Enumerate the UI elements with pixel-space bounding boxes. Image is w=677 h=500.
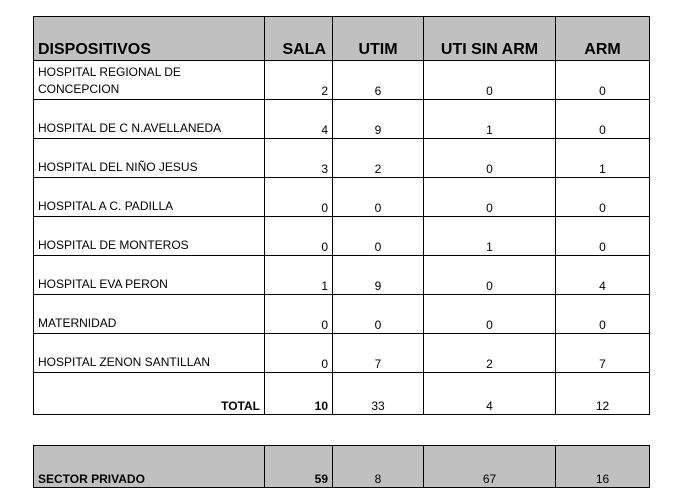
table-row <box>34 61 650 100</box>
cell-sala: 0 <box>265 217 333 256</box>
total-sala: 10 <box>265 373 333 415</box>
cell-sala: 0 <box>265 295 333 334</box>
private-utim: 8 <box>333 446 424 488</box>
cell-dispositivo: HOSPITAL REGIONAL DE CONCEPCION <box>34 61 265 100</box>
table-row <box>34 217 650 256</box>
cell-uti-sin-arm: 1 <box>424 100 556 139</box>
private-sector-table <box>33 445 650 488</box>
table-row <box>34 178 650 217</box>
cell-utim: 2 <box>333 139 424 178</box>
cell-sala: 3 <box>265 139 333 178</box>
cell-dispositivo: HOSPITAL DEL NIÑO JESUS <box>34 139 265 178</box>
cell-arm: 0 <box>556 217 650 256</box>
cell-uti-sin-arm: 0 <box>424 178 556 217</box>
private-arm: 16 <box>556 446 650 488</box>
table-row <box>34 139 650 178</box>
cell-sala: 2 <box>265 61 333 100</box>
total-label: TOTAL <box>34 373 265 415</box>
cell-dispositivo: HOSPITAL ZENON SANTILLAN <box>34 334 265 373</box>
cell-sala: 0 <box>265 334 333 373</box>
cell-sala: 4 <box>265 100 333 139</box>
cell-uti-sin-arm: 0 <box>424 139 556 178</box>
private-sala: 59 <box>265 446 333 488</box>
cell-arm: 0 <box>556 100 650 139</box>
cell-uti-sin-arm: 0 <box>424 61 556 100</box>
private-sector-row <box>34 446 650 488</box>
private-uti-sin-arm: 67 <box>424 446 556 488</box>
cell-utim: 9 <box>333 256 424 295</box>
table-header-row <box>34 17 650 61</box>
table-row <box>34 334 650 373</box>
table-row <box>34 100 650 139</box>
cell-utim: 0 <box>333 217 424 256</box>
total-arm: 12 <box>556 373 650 415</box>
cell-uti-sin-arm: 2 <box>424 334 556 373</box>
header-utim: UTIM <box>333 17 424 61</box>
header-dispositivos: DISPOSITIVOS <box>34 17 265 61</box>
cell-utim: 0 <box>333 295 424 334</box>
cell-utim: 9 <box>333 100 424 139</box>
table-row <box>34 256 650 295</box>
total-utim: 33 <box>333 373 424 415</box>
total-row <box>34 373 650 415</box>
private-label: SECTOR PRIVADO <box>34 446 265 488</box>
cell-uti-sin-arm: 1 <box>424 217 556 256</box>
header-uti-sin-arm: UTI SIN ARM <box>424 17 556 61</box>
devices-table <box>33 16 650 415</box>
cell-sala: 0 <box>265 178 333 217</box>
header-sala: SALA <box>265 17 333 61</box>
cell-arm: 0 <box>556 178 650 217</box>
cell-dispositivo: HOSPITAL EVA PERON <box>34 256 265 295</box>
cell-arm: 4 <box>556 256 650 295</box>
header-arm: ARM <box>556 17 650 61</box>
cell-utim: 6 <box>333 61 424 100</box>
cell-sala: 1 <box>265 256 333 295</box>
table-row <box>34 295 650 334</box>
total-uti-sin-arm: 4 <box>424 373 556 415</box>
cell-uti-sin-arm: 0 <box>424 295 556 334</box>
cell-dispositivo: HOSPITAL DE MONTEROS <box>34 217 265 256</box>
cell-arm: 0 <box>556 295 650 334</box>
cell-utim: 0 <box>333 178 424 217</box>
cell-dispositivo: MATERNIDAD <box>34 295 265 334</box>
cell-arm: 7 <box>556 334 650 373</box>
cell-arm: 0 <box>556 61 650 100</box>
cell-dispositivo: HOSPITAL A C. PADILLA <box>34 178 265 217</box>
cell-dispositivo: HOSPITAL DE C N.AVELLANEDA <box>34 100 265 139</box>
cell-utim: 7 <box>333 334 424 373</box>
cell-arm: 1 <box>556 139 650 178</box>
cell-uti-sin-arm: 0 <box>424 256 556 295</box>
